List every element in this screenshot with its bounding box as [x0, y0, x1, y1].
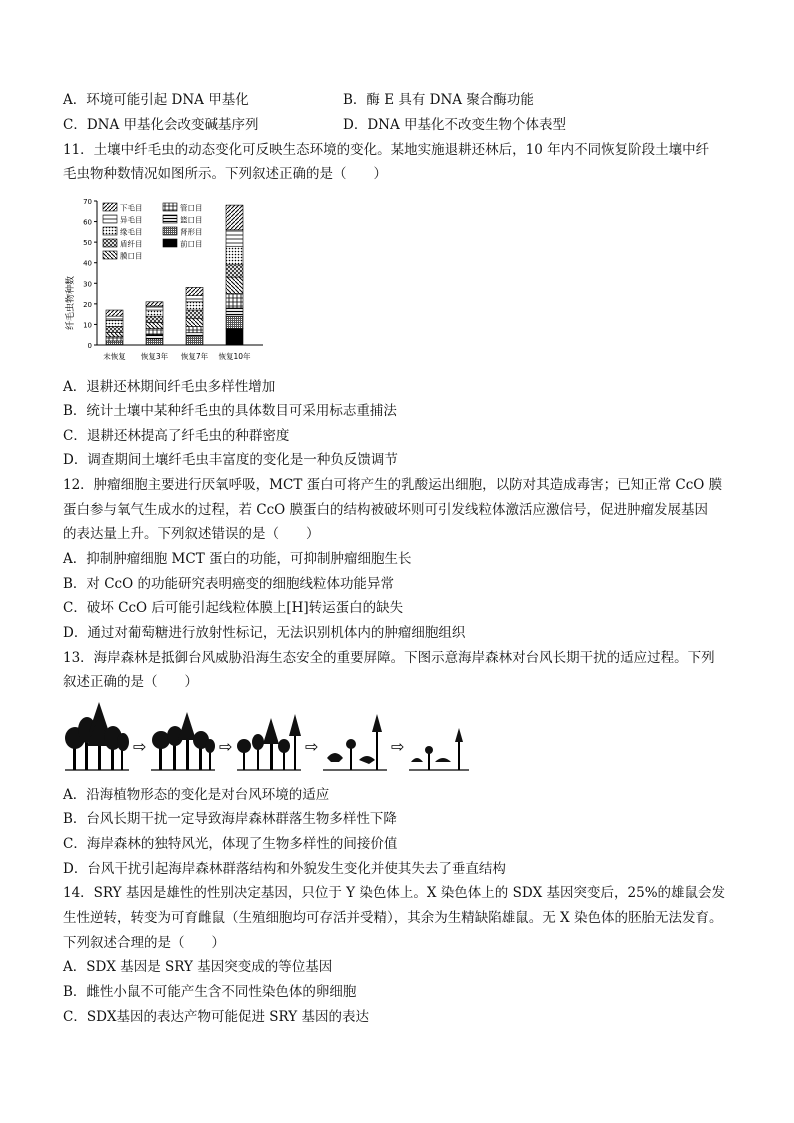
q10-option-c: C．DNA 甲基化会改变碱基序列	[63, 117, 259, 133]
y-tick-label: 70	[83, 198, 92, 206]
bar-segment	[146, 316, 163, 322]
legend-label: 管口目	[180, 203, 203, 213]
y-tick-label: 0	[87, 342, 92, 350]
bar-segment	[146, 339, 163, 345]
bar-segment	[186, 287, 203, 295]
bar-segment	[186, 326, 203, 332]
legend-swatch	[163, 203, 177, 211]
bar-segment	[186, 296, 203, 302]
y-tick-label: 20	[83, 300, 92, 309]
q10-option-a: A．环境可能引起 DNA 甲基化	[63, 92, 249, 108]
stage-arrow-1: ⇨	[133, 737, 147, 756]
bar-segment	[146, 302, 163, 306]
stage-arrow-3: ⇨	[305, 737, 319, 756]
q12-option-b: B．对 CcO 的功能研究表明癌变的细胞线粒体功能异常	[63, 576, 394, 592]
q13-option-b: B．台风长期干扰一定导致海岸森林群落生物多样性下降	[63, 811, 397, 827]
bar-segment	[226, 277, 243, 293]
stage-arrow-2: ⇨	[219, 737, 233, 756]
q11-option-c: C．退耕还林提高了纤毛虫的种群密度	[63, 428, 290, 444]
bar-segment	[146, 335, 163, 339]
bar-segment	[226, 265, 243, 277]
legend-swatch	[103, 239, 117, 247]
bar-segment	[186, 318, 203, 326]
bar-segment	[226, 205, 243, 230]
q13-option-d: D．台风干扰引起海岸森林群落结构和外貌发生变化并使其失去了垂直结构	[63, 861, 506, 877]
bar-segment	[186, 337, 203, 345]
q14-option-a: A．SDX 基因是 SRY 基因突变成的等位基因	[63, 959, 333, 975]
forest-stage-1	[65, 702, 129, 770]
q14-stem-line3: 下列叙述合理的是（ ）	[63, 935, 225, 951]
bar-segment	[106, 320, 123, 326]
q10-option-d: D．DNA 甲基化不改变生物个体表型	[343, 117, 567, 133]
q11-option-d: D．调查期间土壤纤毛虫丰富度的变化是一种负反馈调节	[63, 452, 398, 468]
y-tick-label: 40	[83, 259, 92, 268]
q13-option-a: A．沿海植物形态的变化是对台风环境的适应	[63, 787, 330, 803]
q12-option-a: A．抑制肿瘤细胞 MCT 蛋白的功能，可抑制肿瘤细胞生长	[63, 551, 412, 567]
legend-label: 下毛目	[120, 203, 143, 213]
bar-segment	[106, 326, 123, 332]
q14-option-c: C．SDX基因的表达产物可能促进 SRY 基因的表达	[63, 1009, 370, 1025]
forest-stage-5	[409, 728, 469, 770]
legend-label: 异毛目	[120, 215, 143, 225]
legend-label: 肾形目	[180, 227, 203, 237]
legend-swatch	[103, 251, 117, 259]
legend-swatch	[163, 215, 177, 223]
x-tick-label: 恢复10年	[218, 352, 251, 361]
y-tick-label: 10	[83, 321, 92, 330]
bar-segment	[146, 306, 163, 310]
q11-option-a: A．退耕还林期间纤毛虫多样性增加	[63, 379, 276, 395]
x-tick-label: 未恢复	[103, 352, 126, 361]
forest-stage-3	[237, 714, 301, 770]
bar-segment	[186, 310, 203, 318]
bar-segment	[226, 316, 243, 328]
q14-option-b: B．雌性小鼠不可能产生含不同性染色体的卵细胞	[63, 984, 357, 1000]
legend-swatch	[103, 203, 117, 211]
bar-segment	[146, 310, 163, 316]
q11-stem-line1: 11．土壤中纤毛虫的动态变化可反映生态环境的变化。某地实施退耕还林后，10 年内不同恢复阶段土壤中纤	[63, 142, 710, 158]
bar-segment	[106, 333, 123, 337]
q12-option-d: D．通过对葡萄糖进行放射性标记，无法识别机体内的肿瘤细胞组织	[63, 625, 466, 641]
legend-label: 盾纤目	[120, 239, 143, 249]
q12-stem-line1: 12．肿瘤细胞主要进行厌氧呼吸，MCT 蛋白可将产生的乳酸运出细胞，以防对其造成毒害；已知正常 CcO 膜	[63, 477, 723, 493]
bar-segment	[106, 316, 123, 320]
legend-label: 前口目	[180, 239, 203, 249]
q12-option-c: C．破坏 CcO 后可能引起线粒体膜上[H]转运蛋白的缺失	[63, 600, 404, 616]
legend-label: 膜口目	[120, 251, 143, 261]
bar-segment	[106, 310, 123, 316]
legend-label: 篮口目	[180, 215, 203, 225]
q12-stem-line3: 的表达量上升。下列叙述错误的是（ ）	[63, 526, 320, 542]
q13-option-c: C．海岸森林的独特风光，体现了生物多样性的间接价值	[63, 836, 398, 852]
bar-segment	[226, 294, 243, 308]
coastal-forest-adaptation-figure	[63, 700, 473, 776]
chart-y-axis-label: 纤毛虫物种数	[66, 275, 76, 331]
legend-label: 缘毛目	[120, 227, 143, 237]
bar-segment	[146, 329, 163, 335]
ciliate-species-chart	[63, 193, 268, 365]
y-tick-label: 60	[83, 218, 92, 227]
bar-segment	[106, 341, 123, 345]
legend-swatch	[163, 239, 177, 247]
legend-swatch	[103, 215, 117, 223]
q14-stem-line1: 14．SRY 基因是雄性的性别决定基因，只位于 Y 染色体上。X 染色体上的 SDX 基因突变后，25%的雄鼠会发	[63, 885, 726, 901]
q10-option-b: B．酶 E 具有 DNA 聚合酶功能	[343, 92, 534, 108]
y-tick-label: 30	[83, 280, 92, 289]
bar-segment	[186, 333, 203, 337]
legend-swatch	[103, 227, 117, 235]
bar-segment	[226, 329, 243, 345]
stage-arrow-4: ⇨	[391, 737, 405, 756]
forest-stage-4	[323, 714, 387, 770]
forest-stage-2	[151, 712, 215, 770]
bar-segment	[226, 230, 243, 246]
legend-swatch	[163, 227, 177, 235]
q11-option-b: B．统计土壤中某种纤毛虫的具体数目可采用标志重捕法	[63, 403, 397, 419]
q13-stem-line2: 叙述正确的是（ ）	[63, 674, 198, 690]
q14-stem-line2: 生性逆转，转变为可育雌鼠（生殖细胞均可存活并受精），其余为生精缺陷雄鼠。无 X 染色体的胚胎无法发育。	[63, 910, 723, 926]
bar-segment	[106, 337, 123, 341]
bar-segment	[226, 246, 243, 265]
bar-segment	[186, 302, 203, 310]
q12-stem-line2: 蛋白参与氧气生成水的过程，若 CcO 膜蛋白的结构被破坏则可引发线粒体激活应激信号，促进肿瘤发展基因	[63, 502, 709, 518]
x-tick-label: 恢复7年	[180, 352, 209, 361]
q13-stem-line1: 13．海岸森林是抵御台风威胁沿海生态安全的重要屏障。下图示意海岸森林对台风长期干扰的适应过程。下列	[63, 650, 715, 666]
x-tick-label: 恢复3年	[140, 352, 169, 361]
q11-stem-line2: 毛虫物种数情况如图所示。下列叙述正确的是（ ）	[63, 166, 387, 182]
bar-segment	[146, 322, 163, 328]
bar-segment	[226, 308, 243, 316]
y-tick-label: 50	[83, 239, 92, 248]
